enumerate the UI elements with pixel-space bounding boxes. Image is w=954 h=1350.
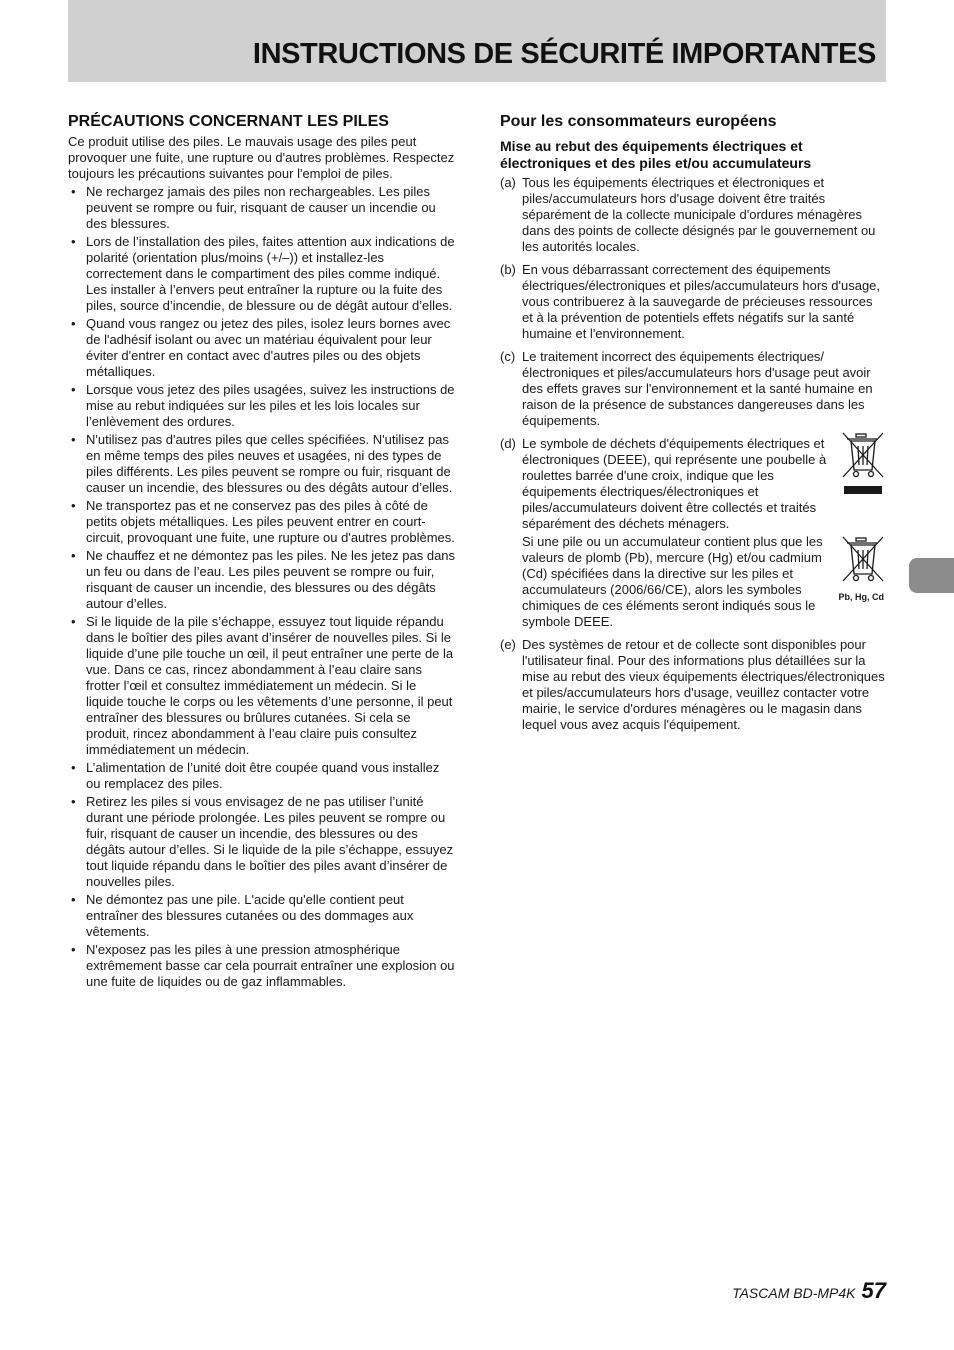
item-marker: (b) bbox=[500, 262, 516, 277]
intro-paragraph: Ce produit utilise des piles. Le mauvais usage des piles peut provoquer une fuite, une rupture ou d'autres problèmes. Respectez toujours les précautions suivantes pour l'emploi de piles. bbox=[68, 134, 455, 181]
page-number: 57 bbox=[861, 1278, 886, 1303]
list-item-text: Ne rechargez jamais des piles non rechargeables. Les piles peuvent se rompre ou fuir, risquant de causer un incendie ou des blessures. bbox=[86, 184, 436, 231]
list-item-text: N'exposez pas les piles à une pression atmosphérique extrêmement basse car cela pourrait entraîner une explosion ou une fuite de liquides ou de gaz inflammables. bbox=[86, 942, 455, 989]
list-item-text: Si le liquide de la pile s’échappe, essuyez tout liquide répandu dans le boîtier des piles avant d’insérer de nouvelles piles. Si le liquide d’une pile touche un œil, il peut entraîner une perte de la vue. Dans ce cas, rincez abondamment à l’eau claire sans frotter l’œil et consultez immédiatement un médecin. Si le liquide touche le corps ou les vêtements d’une personne, il peut entraîner des blessures ou brûlures cutanées. Si cela se produit, rincez abondamment à l’eau claire puis consultez immédiatement un médecin. bbox=[86, 614, 454, 757]
bullet-icon: • bbox=[71, 234, 76, 249]
list-item-text: Lorsque vous jetez des piles usagées, suivez les instructions de mise au rebut indiquées sur les piles et les lois locales sur l’enlèvement des ordures. bbox=[86, 382, 455, 429]
item-marker: (c) bbox=[500, 349, 516, 364]
list-item-text: Lors de l’installation des piles, faites attention aux indications de polarité (orientation plus/moins (+/–)) et installez-les correctement dans le compartiment des piles comme indiqué. Les installer à l’envers peut entraîner la rupture ou la fuite des piles, source d’incendie, de blessure ou de dégât autour d’elles. bbox=[86, 234, 455, 313]
list-item bbox=[68, 184, 456, 232]
list-item bbox=[68, 498, 456, 546]
list-item bbox=[68, 316, 456, 380]
list-item bbox=[68, 760, 456, 792]
bullet-icon: • bbox=[71, 498, 76, 513]
weee-icon-caption: Pb, Hg, Cd bbox=[838, 592, 884, 602]
list-item bbox=[68, 942, 456, 990]
list-item-text: Le traitement incorrect des équipements électriques/électroniques et piles/accumulateurs hors d'usage peut avoir des effets graves sur l'environnement et la santé humaine en raison de la présence de substances dangereuses dans les équipements. bbox=[522, 349, 873, 428]
list-item bbox=[68, 432, 456, 496]
list-item-text: Tous les équipements électriques et électroniques et piles/accumulateurs hors d'usage doivent être traités séparément de la collecte municipale d'ordures ménagères dans des points de collecte désignés par le gouvernement ou les autorités locales. bbox=[522, 175, 876, 254]
page-title: INSTRUCTIONS DE SÉCURITÉ IMPORTANTES bbox=[252, 38, 876, 70]
footer-brand: TASCAM BD-MP4K bbox=[732, 1285, 856, 1301]
european-consumers-section bbox=[500, 112, 886, 740]
list-item bbox=[68, 794, 456, 890]
side-tab bbox=[909, 558, 954, 593]
bullet-icon: • bbox=[71, 892, 76, 907]
list-item-text: Si une pile ou un accumulateur contient plus que les valeurs de plomb (Pb), mercure (Hg) et/ou cadmium (Cd) spécifiées dans la directive sur les piles et accumulateurs (2006/66/CE), alors les symboles chimiques de ces éléments seront indiqués sous le symbole DEEE. bbox=[522, 534, 823, 629]
bullet-icon: • bbox=[71, 432, 76, 447]
disposal-list bbox=[500, 175, 886, 733]
list-item bbox=[500, 637, 886, 733]
item-marker: (e) bbox=[500, 637, 516, 652]
section-heading: PRÉCAUTIONS CONCERNANT LES PILES bbox=[68, 113, 389, 130]
list-item-text: Des systèmes de retour et de collecte sont disponibles pour l'utilisateur final. Pour des informations plus détaillées sur la mise au rebut des vieux équipements électriques/électroniques et piles/accumulateurs hors d'usage, veuillez contacter votre mairie, le service d'ordures ménagères ou le magasin dans lequel vous avez acquis l'équipement. bbox=[522, 637, 885, 732]
list-item bbox=[68, 892, 456, 940]
list-item bbox=[68, 548, 456, 612]
list-item-text: Quand vous rangez ou jetez des piles, isolez leurs bornes avec de l'adhésif isolant ou avec un matériau équivalent pour leur éviter d'entrer en contact avec d'autres piles ou des objets métalliques. bbox=[86, 316, 451, 379]
list-item bbox=[68, 234, 456, 314]
list-item bbox=[68, 614, 456, 758]
header-band bbox=[68, 0, 886, 82]
list-item-text: Le symbole de déchets d'équipements électriques et électroniques (DEEE), qui représente une poubelle à roulettes barrée d'une croix, indique que les équipements électriques/électroniques et piles/accumulateurs doivent être collectés et traités séparément des déchets ménagers. bbox=[522, 436, 827, 531]
battery-precautions-section bbox=[68, 112, 456, 992]
bullet-icon: • bbox=[71, 184, 76, 199]
bullet-icon: • bbox=[71, 794, 76, 809]
list-item-text: N'utilisez pas d'autres piles que celles spécifiées. N'utilisez pas en même temps des piles neuves et usagées, ni des types de piles différents. Les piles peuvent se rompre ou fuir, risquant de causer un incendie, des blessures ou des dégâts autour d’elles. bbox=[86, 432, 453, 495]
bullet-icon: • bbox=[71, 760, 76, 775]
list-item bbox=[500, 175, 886, 255]
item-marker: (d) bbox=[500, 436, 516, 451]
bullet-icon: • bbox=[71, 942, 76, 957]
section-heading: Pour les consommateurs européens bbox=[500, 113, 777, 130]
item-marker: (a) bbox=[500, 175, 516, 190]
bullet-icon: • bbox=[71, 382, 76, 397]
list-item bbox=[500, 436, 886, 630]
bullet-icon: • bbox=[71, 316, 76, 331]
list-item bbox=[500, 349, 886, 429]
list-item bbox=[500, 262, 886, 342]
list-item-text: En vous débarrassant correctement des équipements électriques/électroniques et piles/accumulateurs hors d'usage, vous contribuerez à la sauvegarde de précieuses ressources et à la prévention de potentiels effets négatifs sur la santé humaine et l'environnement. bbox=[522, 262, 881, 341]
section-subheading: Mise au rebut des équipements électriques et électroniques et des piles et/ou accumulateurs bbox=[500, 138, 812, 171]
list-item-text: Ne transportez pas et ne conservez pas des piles à côté de petits objets métalliques. Les piles peuvent entrer en court-circuit, provoquant une fuite, une rupture ou d'autres problèmes. bbox=[86, 498, 455, 545]
list-item-text: Ne démontez pas une pile. L'acide qu'elle contient peut entraîner des blessures cutanées ou des dommages aux vêtements. bbox=[86, 892, 414, 939]
bullet-icon: • bbox=[71, 614, 76, 629]
list-item-text: Retirez les piles si vous envisagez de ne pas utiliser l’unité durant une période prolongée. Les piles peuvent se rompre ou fuir, risquant de causer un incendie, des blessures ou des dégâts autour d’elles. Si le liquide de la pile s’échappe, essuyez tout liquide répandu dans le boîtier des piles avant d’insérer de nouvelles piles. bbox=[86, 794, 454, 889]
list-item-text: L’alimentation de l’unité doit être coupée quand vous installez ou remplacez des piles. bbox=[86, 760, 440, 791]
list-item bbox=[68, 382, 456, 430]
list-item-text: Ne chauffez et ne démontez pas les piles. Ne les jetez pas dans un feu ou dans de l’eau. Les piles peuvent se rompre ou fuir, risquant de causer un incendie, des blessures ou des dégâts autour d’elles. bbox=[86, 548, 456, 611]
precautions-list bbox=[68, 184, 456, 990]
page-footer bbox=[732, 1278, 886, 1304]
crossed-out-wheelie-bin-icon bbox=[840, 430, 886, 494]
bullet-icon: • bbox=[71, 548, 76, 563]
